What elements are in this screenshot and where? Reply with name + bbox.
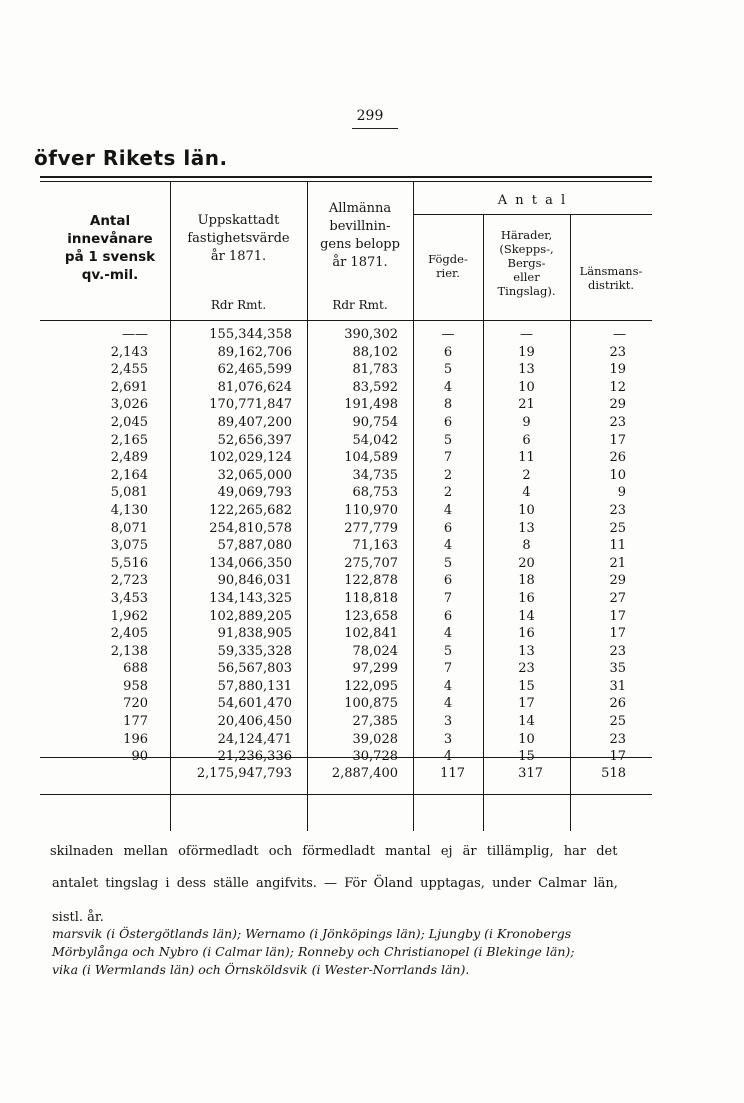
table-cell-density: 720 <box>123 696 148 712</box>
table-cell-value: 155,344,358 <box>209 327 292 342</box>
table-cell-value: 122,265,682 <box>209 502 292 518</box>
table-cell-density: 2,455 <box>110 362 148 378</box>
footnote-line-2: antalet tingslag i dess ställe angifvits. — För Öland upptagas, under Calmar län, <box>52 876 618 891</box>
table-cell-value: 57,880,131 <box>217 678 292 694</box>
table-cell-density: 2,405 <box>110 626 148 642</box>
header-lansmans: Länsmans- distrikt. <box>579 264 643 292</box>
table-cell-value: 102,889,205 <box>209 608 292 624</box>
table-cell-density: 2,164 <box>110 467 148 483</box>
table-cell-fogderier: 8 <box>443 397 453 413</box>
footnote-line-5: Mörbylånga och Nybro (i Calmar län); Ronneby och Christianopel (i Blekinge län); <box>52 944 575 959</box>
table-cell-tax: 39,028 <box>352 731 398 747</box>
table-cell-harader: 9 <box>522 414 531 430</box>
column-lansmans <box>570 326 626 766</box>
footnote-line-3: sistl. år. <box>52 910 104 925</box>
table-cell-tax: 71,163 <box>352 538 398 554</box>
table-cell-tax: 191,498 <box>344 397 398 413</box>
table-cell-tax: 118,818 <box>344 590 398 606</box>
table-cell-harader: 4 <box>522 485 531 501</box>
table-cell-value: 24,124,471 <box>217 731 292 747</box>
table-cell-fogderier: 4 <box>443 502 453 518</box>
total-harader: 317 <box>518 766 543 781</box>
table-cell-density: 5,081 <box>110 485 148 501</box>
table-cell-harader: 10 <box>518 379 535 395</box>
table-cell-density: 2,723 <box>110 573 148 589</box>
table-cell-fogderier: 3 <box>443 731 453 747</box>
table-cell-tax: 78,024 <box>352 643 398 659</box>
table-cell-density: 2,143 <box>110 344 148 360</box>
table-cell-lansmans: 31 <box>609 678 626 694</box>
table-cell-density: 2,691 <box>110 379 148 395</box>
column-divider-1 <box>170 181 171 831</box>
table-cell-tax: 122,878 <box>344 573 398 589</box>
table-cell-fogderier: — <box>441 327 455 342</box>
table-cell-harader: 16 <box>518 590 535 606</box>
table-cell-lansmans: 23 <box>609 414 626 430</box>
property-value-unit: Rdr Rmt. <box>210 298 267 312</box>
table-cell-tax: 100,875 <box>344 696 398 712</box>
table-cell-harader: 6 <box>522 432 531 448</box>
column-density <box>60 326 148 766</box>
table-cell-harader: 13 <box>518 362 535 378</box>
table-cell-density: 2,138 <box>110 643 148 659</box>
table-cell-tax: 81,783 <box>352 362 398 378</box>
table-cell-lansmans: 23 <box>609 731 626 747</box>
table-cell-density: 1,962 <box>110 608 148 624</box>
table-cell-value: 57,887,080 <box>217 538 292 554</box>
table-cell-value: 81,076,624 <box>217 379 292 395</box>
table-cell-lansmans: 17 <box>609 432 626 448</box>
table-cell-harader: 14 <box>518 714 535 730</box>
table-cell-value: 21,236,336 <box>217 749 292 765</box>
table-cell-harader: 16 <box>518 626 535 642</box>
table-cell-value: 32,065,000 <box>217 467 292 483</box>
table-cell-lansmans: 26 <box>609 450 626 466</box>
table-cell-tax: 54,042 <box>352 432 398 448</box>
table-cell-lansmans: 29 <box>609 573 626 589</box>
table-cell-lansmans: 26 <box>609 696 626 712</box>
table-cell-lansmans: 10 <box>609 467 626 483</box>
footnote-line-1: skilnaden mellan oförmedladt och förmedladt mantal ej är tillämplig, har det <box>50 844 618 859</box>
table-cell-harader: — <box>520 327 533 342</box>
table-cell-lansmans: 25 <box>609 714 626 730</box>
table-cell-lansmans: 19 <box>609 362 626 378</box>
table-cell-value: 170,771,847 <box>209 397 292 413</box>
table-cell-density: 177 <box>123 714 148 730</box>
table-cell-lansmans: 35 <box>609 661 626 677</box>
table-cell-fogderier: 7 <box>443 590 453 606</box>
table-cell-value: 89,407,200 <box>217 414 292 430</box>
table-cell-lansmans: 23 <box>609 502 626 518</box>
table-cell-tax: 102,841 <box>344 626 398 642</box>
table-cell-fogderier: 4 <box>443 749 453 765</box>
group-header-rule <box>413 214 652 215</box>
table-cell-tax: 34,735 <box>352 467 398 483</box>
table-cell-harader: 11 <box>518 450 535 466</box>
table-cell-tax: 83,592 <box>352 379 398 395</box>
table-cell-harader: 10 <box>518 731 535 747</box>
table-cell-value: 134,066,350 <box>209 555 292 571</box>
table-cell-lansmans: 17 <box>609 626 626 642</box>
table-cell-density: 3,453 <box>110 590 148 606</box>
table-cell-value: 62,465,599 <box>217 362 292 378</box>
total-tax-amount: 2,887,400 <box>331 766 398 781</box>
table-cell-harader: 23 <box>518 661 535 677</box>
table-cell-tax: 123,658 <box>344 608 398 624</box>
table-cell-density: 196 <box>123 731 148 747</box>
table-cell-tax: 390,302 <box>344 327 398 342</box>
table-cell-harader: 18 <box>518 573 535 589</box>
table-cell-fogderier: 5 <box>443 555 453 571</box>
table-cell-tax: 27,385 <box>352 714 398 730</box>
totals-bottom-rule <box>40 794 652 795</box>
table-cell-density: 688 <box>123 661 148 677</box>
table-cell-density: 90 <box>131 749 148 765</box>
table-cell-harader: 8 <box>522 538 531 554</box>
table-cell-harader: 14 <box>518 608 535 624</box>
table-cell-fogderier: 3 <box>443 714 453 730</box>
table-cell-fogderier: 5 <box>443 362 453 378</box>
footnote-line-4: marsvik (i Östergötlands län); Wernamo (i Jönköpings län); Ljungby (i Kronobergs <box>52 926 572 941</box>
page-number-rule <box>352 128 398 129</box>
table-cell-lansmans: 17 <box>609 608 626 624</box>
table-cell-value: 20,406,450 <box>217 714 292 730</box>
table-cell-tax: 277,779 <box>344 520 398 536</box>
table-cell-value: 54,601,470 <box>217 696 292 712</box>
table-cell-value: 91,838,905 <box>217 626 292 642</box>
table-cell-density: 2,165 <box>110 432 148 448</box>
table-cell-lansmans: 29 <box>609 397 626 413</box>
table-cell-density: 2,489 <box>110 450 148 466</box>
table-cell-tax: 104,589 <box>344 450 398 466</box>
tax-amount-unit: Rdr Rmt. <box>332 298 388 312</box>
table-cell-harader: 2 <box>522 467 531 483</box>
page-number: 299 <box>356 108 384 124</box>
table-cell-fogderier: 6 <box>443 608 453 624</box>
table-cell-value: 56,567,803 <box>217 661 292 677</box>
table-cell-lansmans: 21 <box>609 555 626 571</box>
table-cell-lansmans: 9 <box>617 485 626 501</box>
table-cell-value: 254,810,578 <box>209 520 292 536</box>
column-property-value <box>175 326 292 766</box>
table-cell-density: 8,071 <box>110 520 148 536</box>
table-cell-tax: 30,728 <box>352 749 398 765</box>
table-top-rule-secondary <box>40 181 652 182</box>
table-cell-density: 2,045 <box>110 414 148 430</box>
table-cell-density: 5,516 <box>110 555 148 571</box>
table-cell-fogderier: 7 <box>443 661 453 677</box>
table-cell-tax: 88,102 <box>352 344 398 360</box>
table-cell-tax: 97,299 <box>352 661 398 677</box>
table-cell-harader: 15 <box>518 749 535 765</box>
table-cell-value: 52,656,397 <box>217 432 292 448</box>
table-cell-density: 958 <box>123 678 148 694</box>
table-cell-fogderier: 4 <box>443 696 453 712</box>
column-divider-2 <box>307 181 308 831</box>
table-cell-fogderier: 6 <box>443 520 453 536</box>
table-cell-fogderier: 2 <box>443 485 453 501</box>
table-cell-density: 4,130 <box>110 502 148 518</box>
table-cell-value: 134,143,325 <box>209 590 292 606</box>
table-cell-density: —— <box>122 327 148 342</box>
column-harader <box>483 326 570 766</box>
table-cell-value: 102,029,124 <box>209 450 292 466</box>
table-cell-fogderier: 4 <box>443 538 453 554</box>
header-group-antal: A n t a l <box>497 193 568 208</box>
table-cell-lansmans: 23 <box>609 344 626 360</box>
table-cell-harader: 20 <box>518 555 535 571</box>
table-cell-value: 59,335,328 <box>217 643 292 659</box>
table-cell-harader: 19 <box>518 344 535 360</box>
table-top-rule <box>40 176 652 178</box>
table-cell-lansmans: 23 <box>609 643 626 659</box>
column-fogderier <box>413 326 483 766</box>
table-cell-density: 3,075 <box>110 538 148 554</box>
table-cell-tax: 275,707 <box>344 555 398 571</box>
page-heading: öfver Rikets län. <box>34 146 228 170</box>
footnote-line-6: vika (i Wermlands län) och Örnsköldsvik (i Wester-Norrlands län). <box>52 962 470 977</box>
table-cell-harader: 13 <box>518 520 535 536</box>
table-cell-value: 49,069,793 <box>217 485 292 501</box>
header-fogderier: Fögde- rier. <box>428 252 468 280</box>
table-cell-lansmans: 11 <box>609 538 626 554</box>
table-cell-fogderier: 5 <box>443 432 453 448</box>
table-cell-fogderier: 6 <box>443 344 453 360</box>
header-population-density: Antal innevånare på 1 svensk qv.-mil. <box>64 213 156 283</box>
total-fogderier: 117 <box>440 766 465 781</box>
header-property-value: Uppskattadt fastighetsvärde år 1871. <box>187 213 290 264</box>
table-cell-fogderier: 4 <box>443 626 453 642</box>
table-cell-density: 3,026 <box>110 397 148 413</box>
table-cell-fogderier: 7 <box>443 450 453 466</box>
table-cell-fogderier: 6 <box>443 414 453 430</box>
table-cell-harader: 17 <box>518 696 535 712</box>
header-bottom-rule <box>40 320 652 321</box>
table-cell-fogderier: 5 <box>443 643 453 659</box>
table-cell-lansmans: — <box>613 327 626 342</box>
table-cell-fogderier: 2 <box>443 467 453 483</box>
table-cell-tax: 110,970 <box>344 502 398 518</box>
table-cell-harader: 21 <box>518 397 535 413</box>
table-cell-lansmans: 25 <box>609 520 626 536</box>
table-cell-tax: 90,754 <box>352 414 398 430</box>
table-cell-tax: 122,095 <box>344 678 398 694</box>
total-property-value: 2,175,947,793 <box>196 766 292 781</box>
table-cell-fogderier: 4 <box>443 678 453 694</box>
table-cell-tax: 68,753 <box>352 485 398 501</box>
header-tax-amount: Allmänna bevillnin- gens belopp år 1871. <box>320 201 400 270</box>
column-tax-amount <box>312 326 398 766</box>
table-cell-fogderier: 6 <box>443 573 453 589</box>
total-lansmans: 518 <box>601 766 626 781</box>
table-cell-harader: 15 <box>518 678 535 694</box>
table-cell-harader: 10 <box>518 502 535 518</box>
table-cell-value: 90,846,031 <box>217 573 292 589</box>
table-cell-value: 89,162,706 <box>217 344 292 360</box>
table-cell-harader: 13 <box>518 643 535 659</box>
table-cell-lansmans: 17 <box>609 749 626 765</box>
table-cell-lansmans: 12 <box>609 379 626 395</box>
header-harader: Härader, (Skepps-, Bergs- eller Tingslag). <box>497 228 556 298</box>
table-cell-fogderier: 4 <box>443 379 453 395</box>
table-cell-lansmans: 27 <box>609 590 626 606</box>
